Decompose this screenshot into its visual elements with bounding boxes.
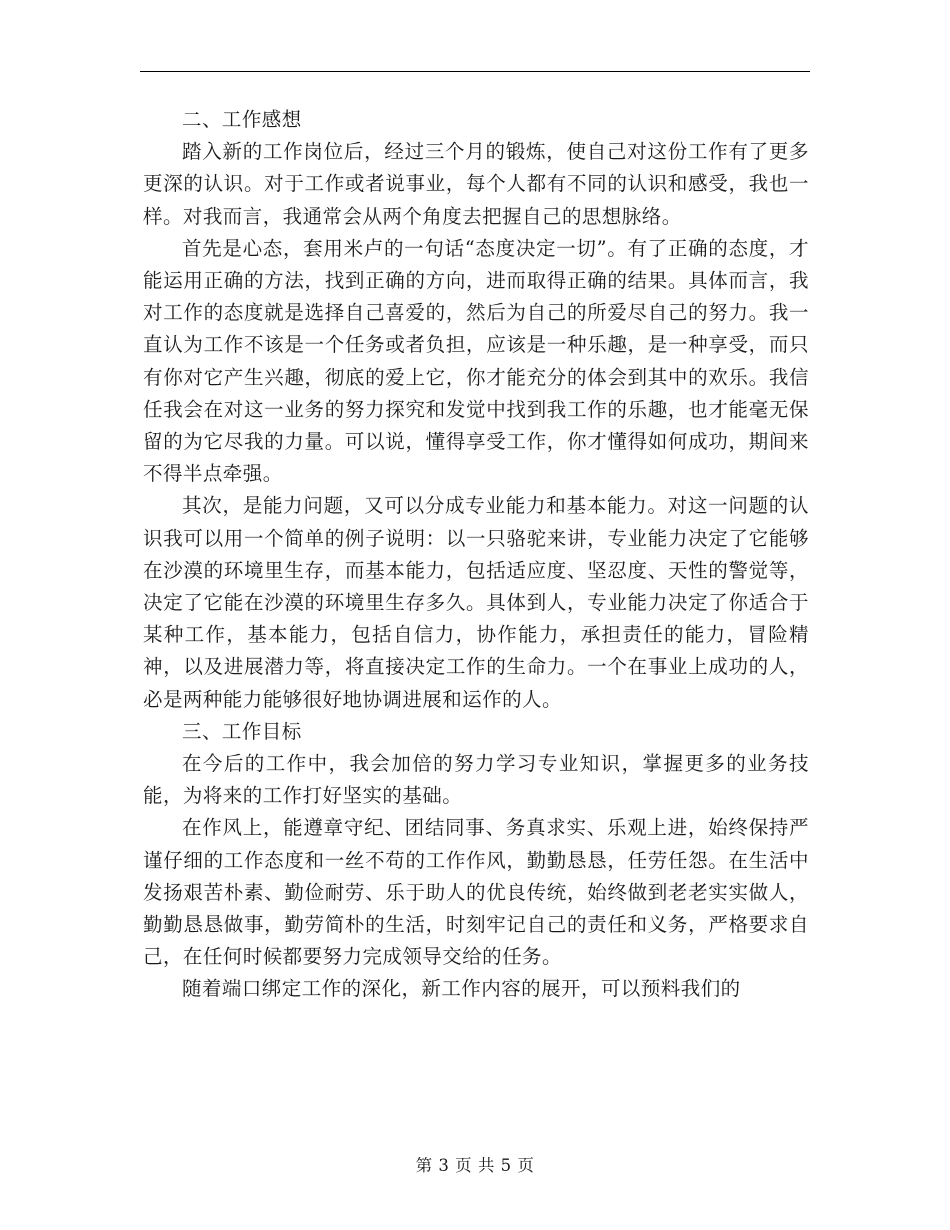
section-heading-work-goals: 三、工作目标 [182, 719, 302, 743]
header-rule [140, 71, 810, 72]
document-body [143, 104, 809, 1006]
paragraph-work-style: 在作风上，能遵章守纪、团结同事、务真求实、乐观上进，始终保持严谨仔细的工作态度和一丝不苟的工作作风，勤勤恳恳，任劳任怨。在生活中发扬艰苦朴素、勤俭耐劳、乐于助人的优良传统，始终做到老老实实做人，勤勤恳恳做事，勤劳简朴的生活，时刻牢记自己的责任和义务，严格要求自己，在任何时候都要努力完成领导交给的任务。 [143, 816, 809, 969]
page-number: 第 3 页 共 5 页 [415, 1156, 535, 1175]
paragraph-intro: 踏入新的工作岗位后，经过三个月的锻炼，使自己对这份工作有了更多更深的认识。对于工作或者说事业，每个人都有不同的认识和感受，我也一样。对我而言，我通常会从两个角度去把握自己的思想脉络。 [143, 140, 809, 228]
paragraph-ability: 其次，是能力问题，又可以分成专业能力和基本能力。对这一问题的认识我可以用一个简单的例子说明：以一只骆驼来讲，专业能力决定了它能够在沙漠的环境里生存，而基本能力，包括适应度、坚忍度、天性的警觉等，决定了它能在沙漠的环境里生存多久。具体到人，专业能力决定了你适合于某种工作，基本能力，包括自信力，协作能力，承担责任的能力，冒险精神，以及进展潜力等，将直接决定工作的生命力。一个在事业上成功的人，必是两种能力能够很好地协调进展和运作的人。 [143, 494, 809, 711]
section-heading-work-thoughts: 二、工作感想 [182, 108, 302, 131]
paragraph-attitude: 首先是心态，套用米卢的一句话“态度决定一切”。有了正确的态度，才能运用正确的方法，找到正确的方向，进而取得正确的结果。具体而言，我对工作的态度就是选择自己喜爱的，然后为自己的所爱尽自己的努力。我一直认为工作不该是一个任务或者负担，应该是一种乐趣，是一种享受，而只有你对它产生兴趣，彻底的爱上它，你才能充分的体会到其中的欢乐。我信任我会在对这一业务的努力探究和发觉中找到我工作的乐趣，也才能毫无保留的为它尽我的力量。可以说，懂得享受工作，你才懂得如何成功，期间来不得半点牵强。 [143, 236, 809, 486]
paragraph-study-plan: 在今后的工作中，我会加倍的努力学习专业知识，掌握更多的业务技能，为将来的工作打好坚实的基础。 [143, 752, 809, 808]
paragraph-port-binding: 随着端口绑定工作的深化，新工作内容的展开，可以预料我们的 [182, 977, 741, 1001]
